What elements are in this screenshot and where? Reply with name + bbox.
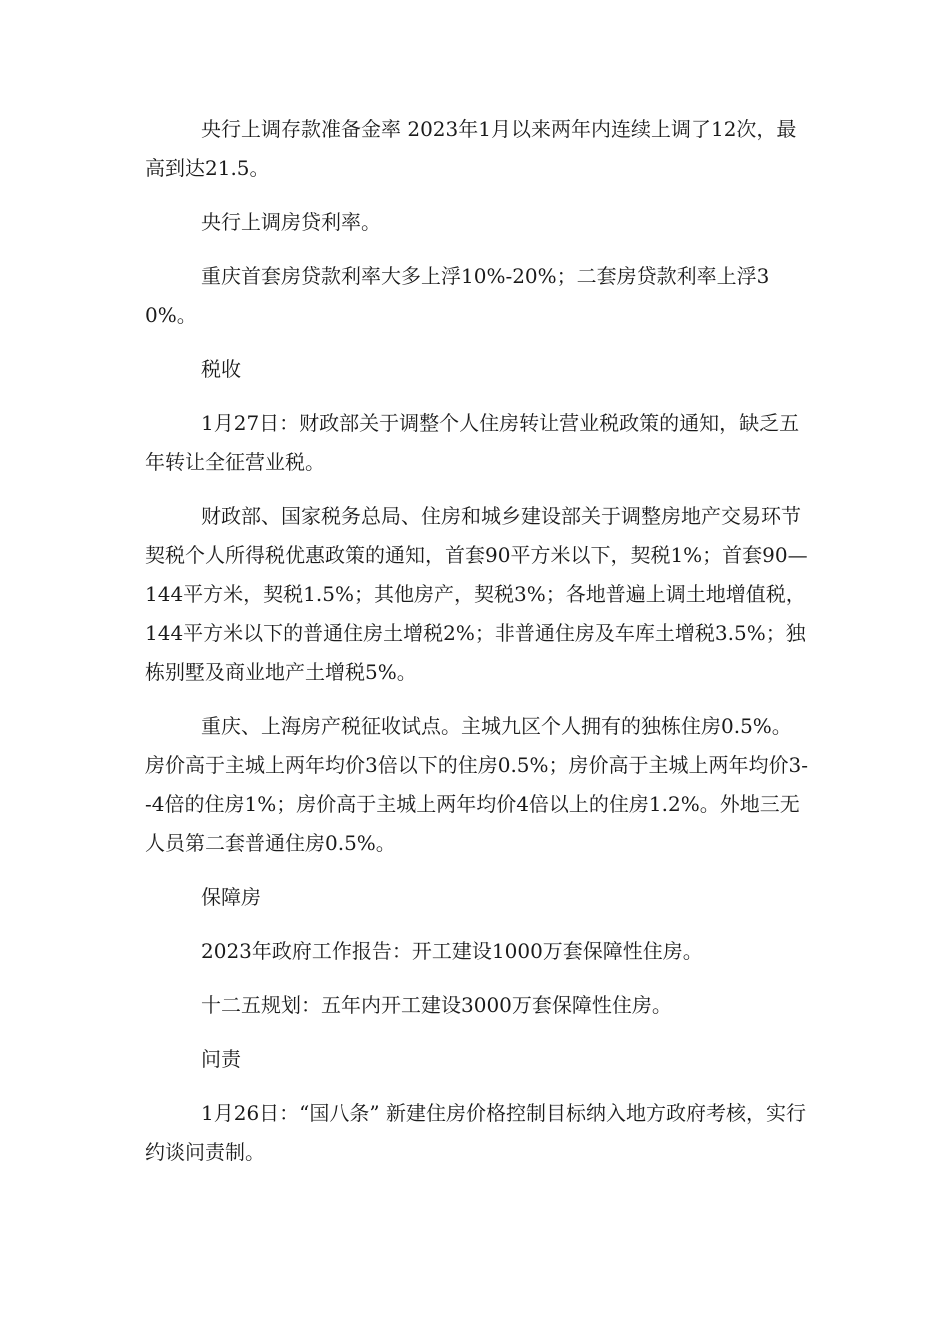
section-heading-affordable-housing: 保障房 bbox=[201, 885, 261, 909]
document-body bbox=[145, 110, 810, 1187]
paragraph-government-report: 2023年政府工作报告：开工建设1000万套保障性住房。 bbox=[201, 939, 703, 963]
paragraph-deed-tax: 财政部、国家税务总局、住房和城乡建设部关于调整房地产交易环节契税个人所得税优惠政策的通知，首套90平方米以下，契税1%；首套90—144平方米，契税1.5%；其他房产，契税3%；各地普遍上调土地增值税，144平方米以下的普通住房土增税2%；非普通住房及车库土增税3.5%；独栋别墅及商业地产土增税5%。 bbox=[145, 504, 808, 684]
paragraph-reserve-ratio: 央行上调存款准备金率 2023年1月以来两年内连续上调了12次，最高到达21.5。 bbox=[145, 117, 797, 180]
paragraph-mortgage-rate: 央行上调房贷利率。 bbox=[201, 210, 381, 234]
paragraph-business-tax: 1月27日：财政部关于调整个人住房转让营业税政策的通知，缺乏五年转让全征营业税。 bbox=[145, 411, 800, 474]
paragraph-five-year-plan: 十二五规划：五年内开工建设3000万套保障性住房。 bbox=[201, 993, 672, 1017]
paragraph-guo-ba-tiao: 1月26日：“国八条” 新建住房价格控制目标纳入地方政府考核，实行约谈问责制。 bbox=[145, 1101, 806, 1164]
section-heading-tax: 税收 bbox=[201, 357, 241, 381]
section-heading-accountability: 问责 bbox=[201, 1047, 241, 1071]
paragraph-property-tax-pilot: 重庆、上海房产税征收试点。主城九区个人拥有的独栋住房0.5%。房价高于主城上两年均价3倍以下的住房0.5%；房价高于主城上两年均价3--4倍的住房1%；房价高于主城上两年均价4倍以上的住房1.2%。外地三无人员第二套普通住房0.5%。 bbox=[145, 714, 809, 855]
paragraph-chongqing-loan: 重庆首套房贷款利率大多上浮10%-20%；二套房贷款利率上浮30%。 bbox=[145, 264, 770, 327]
